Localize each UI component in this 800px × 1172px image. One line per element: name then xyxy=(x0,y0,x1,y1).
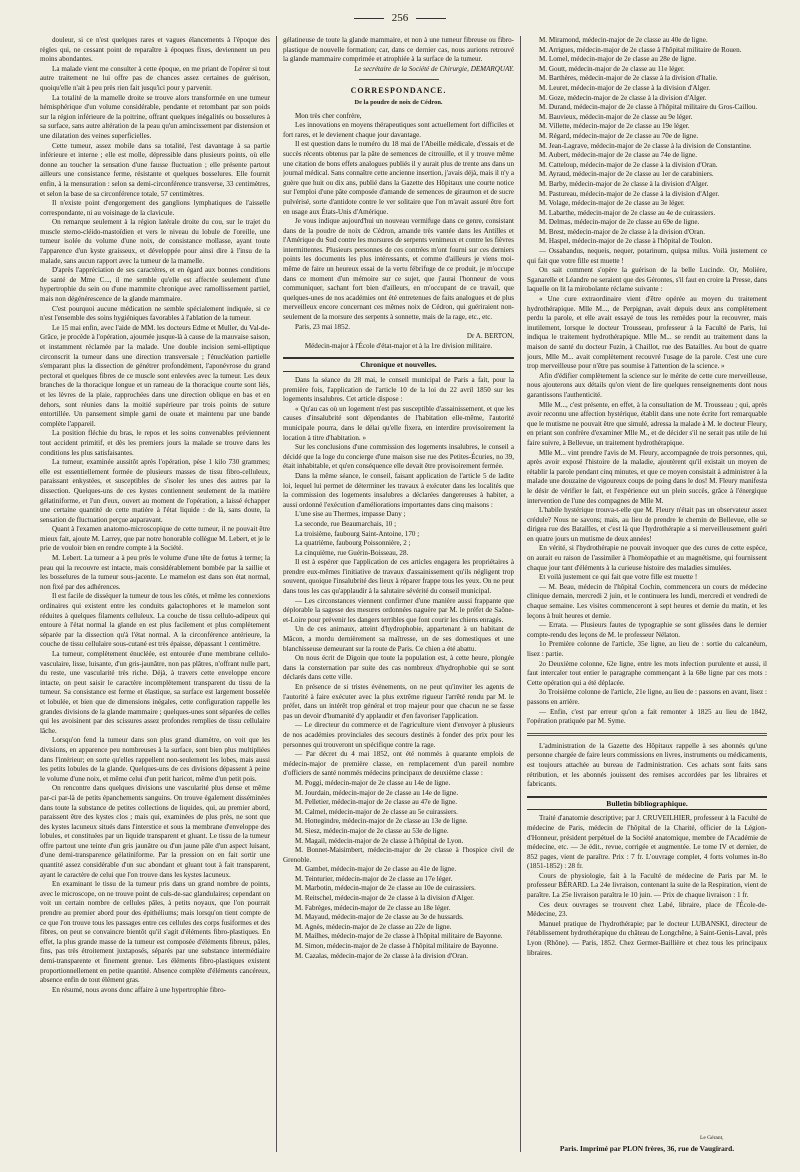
list-item: M. Bauvieux, médecin-major de 2e classe au 9e léger. xyxy=(539,112,693,121)
list-item: M. Villette, médecin-major de 2e classe au 19e léger. xyxy=(539,122,690,131)
paragraph: douleur, si ce n'est quelques rares et vagues élancements à l'époque des règles qui, ne cessant point de reparaître à époques fixes, deviennent un peu moins abondantes. xyxy=(40,36,270,64)
column-2 xyxy=(283,36,514,1152)
paragraph: Les innovations en moyens thérapeutiques sont actuellement fort difficiles et fort rares, et le devienent chaque jour davantage. xyxy=(283,121,514,139)
paragraph: — Par décret du 4 mai 1852, ont été nommés à quarante emplois de médecin-major de première classe, en remplacement d'un pareil nombre d'officiers de santé nommés médecins principaux de deuxième classe : xyxy=(283,750,514,778)
paragraph: Je vous indique aujourd'hui un nouveau vermifuge dans ce genre, consistant dans de la poudre de noix de Cédron, amande très vantée dans les Antilles et l'Amérique du Sud contre les morsures de serpents venimeux et contre les fièvres intermittentes. Plusieurs personnes de ces contrées m'ont fourni sur ces derniers points les documents les plus intéressants, et comme d'ailleurs je viens moi-même de faire un heureux essai de la vertu fébrifuge de ce produit, je m'occupe dans ce moment d'un mémoire sur ce sujet, que j'aurai l'honneur de vous communiquer, sachant fort bien d'ailleurs, en m'occupant de ce travail, que quelques-unes de nos académies ont été entretenues de faits analogues et de plus merveilleux encore concernant ces mêmes noix de Cédron, qui guériraient non-seulement de la morsure des serpents à sonnette, mais de la rage, etc., etc. xyxy=(283,217,514,322)
paragraph: — Les circonstances viennent confirmer d'une manière aussi frappante que déplorable la sagesse des mesures ordonnées naguère par M. le préfet de Saône-et-Loire pour prévenir les dangers terribles que font courir les chiens enragés. xyxy=(283,596,514,624)
paragraph: — Errata. — Plusieurs fautes de typographie se sont glissées dans le dernier compte-rendu des leçons de M. le professeur Nélaton. xyxy=(527,621,767,639)
salutation: Mon très cher confrère, xyxy=(295,111,362,120)
paragraph: D'après l'appréciation de ses caractères, et en égard aux bonnes conditions de santé de Mme C..., il me semble qu'elle est affectée seulement d'une hypertrophie du sein ou d'une mammite chronique avec ramollissement partiel, mais non dégénérescence de la glande mammaire. xyxy=(40,266,270,304)
paragraph: M. Lebert. La tumeur a à peu près le volume d'une tête de fœtus à terme; la peau qui la recouvre est intacte, mais considérablement bombée par la saillie et les bosselures de la tumeur sous-jacente. Le mamelon est dans son état normal, non fixé par des adhérences. xyxy=(40,554,270,591)
list-item: M. Leuret, médecin-major de 2e classe à la division d'Alger. xyxy=(539,83,711,92)
list-item: M. Aubert, médecin-major de 2e classe au 74e de ligne. xyxy=(539,151,697,160)
paragraph: L'habile hystérique trouva-t-elle que M. Fleury n'était pas un observateur assez crédule? Nous ne savons; mais, au lieu de prendre le chemin de Bellevue, elle se dirigea rue des Batailles, et c'est là que l'hydrothérapie a si merveilleusement guéri en quatre jours un mutisme de deux années! xyxy=(527,506,767,543)
paragraph: Il n'existe point d'engorgement des ganglions lymphatiques de l'aisselle correspondante, ni au voisinage de la clavicule. xyxy=(40,199,270,217)
paragraph: M. Agnès, médecin-major de 2e classe au 22e de ligne. xyxy=(295,922,452,931)
paragraph: M. Gambet, médecin-major de 2e classe au 41e de ligne. xyxy=(295,865,457,874)
list-item: M. Haspel, médecin-major de 2e classe à l'hôpital de Toulon. xyxy=(539,237,713,246)
paragraph: C'est pourquoi aucune médication ne semble spécialement indiquée, si ce n'est l'ensemble des soins hygiéniques favorables à l'ablation de la tumeur. xyxy=(40,304,270,323)
author-name: Dr A. BERTON, xyxy=(466,332,514,341)
paragraph: En présence de si tristes événements, on ne peut qu'inviter les agents de l'autorité à faire exécuter avec la plus extrême rigueur l'arrêté rendu par M. le préfet, dans un intérêt trop général et trop majeur pour que chacun ne se fasse pas un devoir d'humanité d'y applaudir et d'en favoriser l'application. xyxy=(283,683,514,720)
list-item: M. Miramond, médecin-major de 2e classe au 40e de ligne. xyxy=(539,36,708,44)
paragraph: Et voilà justement ce qui fait que votre fille est muette ! xyxy=(539,573,698,582)
list-item: M. Barby, médecin-major de 2e classe à la division d'Alger. xyxy=(539,179,709,188)
paragraph: M. Siesz, médecin-major de 2e classe au 53e de ligne. xyxy=(295,826,449,835)
list-item: M. Barthères, médecin-major de 2e classe à la division d'Italie. xyxy=(539,74,718,83)
paragraph: On rencontre dans quelques divisions une vascularité plus dense et même par-ci par-là de petits épanchements sanguins. On trouve également disséminées dans toute la substance de petites collections de liquides, qui, au premier abord, paraissent être des kystes clos ; mais qui, examinées de plus près, ne sont que des kystes lacuneux situés dans l'interstice et sous la membrane d'enveloppe des lobules, et constituées par un liquide transparent et gluant. Le tissu de la tumeur offre partout une teinte d'un gris jaunâtre ou d'un jaune pâle d'un aspect luisant, d'une demi-transparence gélatiniforme. Par la pression on en fait sortir une quantité assez considérable d'un suc abondant et gluant tout à fait transparent, ayant le caractère de celui que l'on trouve dans les kystes lacuneux. xyxy=(40,784,270,879)
paragraph: M. Bonnet-Maisimbert, médecin-major de 2e classe à l'hospice civil de Grenoble. xyxy=(283,846,514,864)
paragraph: M. Magail, médecin-major de 2e classe à l'hôpital de Lyon. xyxy=(295,836,464,845)
paragraph: M. Simon, médecin-major de 2e classe à l'hôpital militaire de Bayonne. xyxy=(295,942,499,951)
paragraph: En examinant le tissu de la tumeur pris dans un grand nombre de points, avec le microscope, on ne trouve point de culs-de-sac glandulaires; cependant on voit un certain nombre de cellules pâles, à petits noyaux, que l'on pourrait prendre au premier abord pour des épithéliums; mais lorsqu'on tient compte de ce que l'on trouve tous les passages entre ces cellules des corps fusiformes et des fibres, on peut se convaincre bientôt qu'il s'agit d'éléments fibro-plastiques. En effet, la plus grande masse de la tumeur est composée d'éléments fibreux, pâles, fins, pas très étroitement juxtaposés, séparés par une substance intermédiaire demi-transparente et finement grenue. Les éléments fibro-plastiques existent proportionnellement en petite quantité. Absence complète d'éléments cancéreux, absence enfin de tout élément gras. xyxy=(40,880,270,985)
section-subheading: De la poudre de noix de Cédron. xyxy=(354,98,443,106)
paragraph: — Enfin, c'est par erreur qu'on a fait remonter à 1825 au lieu de 1842, l'opération pratiquée par M. Syme. xyxy=(527,707,767,726)
paragraph: La tumeur, examinée aussitôt après l'opération, pèse 1 kilo 730 grammes; elle est essentiellement formée de plusieurs masses de tissu fibro-celluleux, paraissant enkystées, et susceptibles de s'isoler les unes des autres par la dissection. Quelques-uns de ces kystes contiennent seulement de la matière gélatiniforme, et l'un d'eux, ouvert au moment de l'opération, a laissé échapper une certaine quantité de cette matière à l'état liquide : de là, sans doute, la sensation de fluctuation perçue auparavant. xyxy=(40,458,270,524)
paragraph: On sait comment s'opère la guérison de la belle Lucinde. Or, Molière, Sganarelle et Léandre ne seraient que des Gérontes, s'il faut en croire la Presse, dans laquelle on lit la mirobolante réclame suivante : xyxy=(527,266,767,294)
section-banner: Chronique et nouvelles. xyxy=(283,357,514,372)
paragraph: Dans la même séance, le conseil, faisant application de l'article 5 de ladite loi, lequel lui permet de déterminer les travaux à exécuter dans les localités que la commission des logements insalubres a déclarées dangereuses à habiter, a aussi ordonné l'exécution d'améliorations importantes dans cinq maisons : xyxy=(283,471,514,509)
paragraph: On nous écrit de Digoin que toute la population est, à cette heure, plongée dans la consternation par suite des cas nombreux d'hydrophobie qui se sont déclarés dans cette ville. xyxy=(283,654,514,682)
list-item: M. Labarthe, médecin-major de 2e classe au 4e de cuirassiers. xyxy=(539,208,716,217)
paragraph: La quatrième, faubourg Poissonnière, 2 ; xyxy=(295,539,411,548)
column-1 xyxy=(40,36,270,1152)
paragraph: La totalité de la mamelle droite se trouve alors transformée en une tumeur hémisphérique d'un volume considérable, pendante et retombant par son poids sur la région inférieure de la poitrine, offrant quelques inégalités ou bosselures à sa surface, sans autre altération de la peau qu'un amincissement par distension et une dilatation des veines superficielles. xyxy=(40,93,270,140)
paragraph: Mlle M..., c'est présente, en effet, à la consultation de M. Trousseau ; qui, après avoir reconnu une affection hystérique, établit dans une note écrite fort remarquable que le mutisme ne pouvait être que simulé, adressa la malade à M. le docteur Fleury, en priant son confrère d'examiner Mlle M., et de décider s'il ne serait pas utile de lui faire suivre, à Bellevue, un traitement hydrothérapique. xyxy=(527,400,767,447)
paragraph: La cinquième, rue Guérin-Boisseau, 28. xyxy=(295,548,409,557)
bibliography-entry: Cours de physiologie, fait à la Faculté de médecine de Paris par M. le professeur BÉRARD. La 24e livraison, contenant la suite de la Respiration, vient de paraître. La 25e livraison paraîtra le 10 juin. — Prix de chaque livraison : 1 fr. xyxy=(527,871,767,900)
list-item: M. Delmas, médecin-major de 2e classe au 69e de ligne. xyxy=(539,218,700,227)
paragraph: Il est facile de disséquer la tumeur de tous les côtés, et même les connexions ordinaires qui existent entre les conduits galactophores et le mamelon sont réduites à quelques filaments celluleux. La couche de tissu cellulo-adipeux qui entoure à l'état normal la glande en est plus facilement et plus complètement séparée par la dissection qu'à l'état normal. A la circonférence antérieure, la couche de tissu cellulaire sous-cutané est très épaisse, dépassant 1 centimètre. xyxy=(40,592,270,649)
list-item: M. Régard, médecin-major de 2e classe au 70e de ligne. xyxy=(539,131,699,140)
list-item: M. Arrigues, médecin-major de 2e classe à l'hôpital militaire de Rouen. xyxy=(539,45,742,54)
printer-line: Paris. Imprimé par PLON frères, 36, rue de Vaugirard. xyxy=(559,1144,735,1153)
bibliography-entry: Manuel pratique de l'hydrothérapie; par le docteur LUBANSKI, directeur de l'établissement hydrothérapique du château de Longchêne, à Saint-Genis-Laval, près Lyon (Rhône). — Paris, 1852. Chez Germer-Baillière et chez tous les principaux libraires. xyxy=(527,919,767,957)
paragraph: M. Marbotin, médecin-major de 2e classe au 10e de cuirassiers. xyxy=(295,884,476,893)
paragraph: Sur les conclusions d'une commission des logements insalubres, le conseil a décidé que la loge du concierge d'une maison sise rue des Petites-Écuries, no 39, était inhabitable, et qu'en conséquence elle devait être provisoirement fermée. xyxy=(283,443,514,471)
paragraph: M. Fabrèges, médecin-major de 2e classe au 18e léger. xyxy=(295,903,451,912)
paragraph: « Qu'au cas où un logement n'est pas susceptible d'assainissement, et que les causes d'insalubrité sont dépendantes de l'habitation elle-même, l'autorité municipale pourra, dans le délai qu'elle fixera, en interdire provisoirement la location à titre d'habitation. » xyxy=(283,404,514,442)
list-item: M. Ayraud, médecin-major de 2e classe au 1er de carabiniers. xyxy=(539,170,714,179)
date-line: Paris, 23 mai 1852. xyxy=(295,322,350,331)
paragraph: Un de ces animaux, atteint d'hydrophobie, appartenant à un habitant de Mâcon, a mordu dernièrement sa maîtresse, un de ses domestiques et une blanchisseuse demeurant sur la route de Paris. Ce chien a été abattu. xyxy=(283,625,514,653)
paragraph: En vérité, si l'hydrothérapie ne pouvait invoquer que des cures de cette espèce, on aurait eu raison de l'assimiler à l'homéopathie et au magnétisme, qui fournissent chaque jour tant d'éléments à la curieuse histoire des maladies simulées. xyxy=(527,544,767,572)
paragraph: Le 15 mai enfin, avec l'aide de MM. les docteurs Edme et Muller, du Val-de-Grâce, je procède à l'opération, ajournée jusque-là à cause de la mauvaise saison, et instamment réclamée par la malade. Une double incision semi-elliptique circonscrit la tumeur dans une direction transversale ; l'énucléation partielle s'emparant plus la dissection de génétrer profondément, l'aponévrose du grand pectoral et quelques fibres de ce muscle sont enlevées avec la tumeur. Les deux branches de la thoracique longue et un rameau de la thoracique courte sont liés, et les lèvres de la plaie, rapprochées dans une direction oblique en bas et en dehors, sont réunies dans la moitié supérieure par trois points de suture entortillée. Un pansement simple garni de ouate et maintenu par une bande complète l'appareil. xyxy=(40,323,270,428)
paragraph: M. Jourdain, médecin-major de 2e classe au 14e de ligne. xyxy=(295,788,459,797)
paragraph: — M. Beau, médecin de l'hôpital Cochin, commencera un cours de médecine clinique demain, mercredi 2 juin, et le continuera les lundi, mercredi et vendredi de chaque semaine. Les visites commenceront à sept heures et demie du matin, et les leçons à huit heures et demie. xyxy=(527,582,767,620)
column-rule xyxy=(276,36,277,1152)
admin-notice: L'administration de la Gazette des Hôpitaux rappelle à ses abonnés qu'une personne chargée de faire leurs commissions en livres, instruments ou médicaments, est toujours attachée au bureau de l'administration. Ces achats sont faits sans rétribution, et les abonnés jouissent des remises accordées par les libraires et fabricants. xyxy=(527,741,767,789)
list-item: M. Catteloup, médecin-major de 2e classe à la division d'Oran. xyxy=(539,160,718,169)
paragraph: Cette tumeur, assez mobile dans sa totalité, l'est davantage à sa partie inférieure et interne ; elle est molle, dépressible dans plusieurs points, où elle donne au toucher la sensation d'une fausse fluctuation ; elle présente partout ailleurs une consistance ferme, résistante et quelques bosselures. Elle fournit enfin, à la mensuration : selon sa demi-circonférence transverse, 33 centimètres, et selon la base de sa circonférence totale, 57 centimètres. xyxy=(40,141,270,198)
paragraph: 1o Première colonne de l'article, 35e ligne, au lieu de : sortie du calcanéum, lisez : partie. xyxy=(527,640,767,658)
paragraph: M. Mayaud, médecin-major de 2e classe au 3e de hussards. xyxy=(295,913,464,922)
paragraph: M. Poggi, médecin-major de 2e classe au 14e de ligne. xyxy=(295,778,451,787)
chronicle-body xyxy=(283,376,514,961)
signature: Le secrétaire de la Société de Chirurgie, DEMARQUAY. xyxy=(354,64,514,73)
separator xyxy=(359,79,439,80)
paragraph: La position fléchie du bras, le repos et les soins convenables préviennent tout accident primitif, et dès les premiers jours la malade se trouve dans les conditions les plus satisfaisantes. xyxy=(40,429,270,457)
paragraph: L'une sise au Thermes, impasse Dany ; xyxy=(295,510,406,519)
bibliography-entry: Traité d'anatomie descriptive; par J. CRUVEILHIER, professeur à la Faculté de médecine de Paris, médecin de l'hôpital de la Charité, officier de la Légion-d'Honneur, président perpétuel de la Société anatomique, membre de l'Académie de médecine, etc. — 3e édit., revue, corrigée et augmentée. Le tome IV et dernier, de 852 pages, vient de paraître. Prix : 7 fr. L'ouvrage complet, 4 forts volumes in-8o (1851-1852) : 28 fr. xyxy=(527,814,767,871)
paragraph: Mlle M... vint prendre l'avis de M. Fleury, accompagnée de trois personnes, qui, après avoir exposé l'histoire de la maladie, ajoutèrent qu'il existait un moyen de rétablir la parole pendant cinq minutes, et que ce moyen consistait à administrer à la malade une douzaine de vigoureux coups de poing dans le dos! M. Fleury manifesta le désir de vérifier le fait, et l'expérience eut un plein succès, grâce à l'énergique intervention de l'une des compagnes de Mlle M. xyxy=(527,448,767,505)
list-item: M. Jean-Lagrave, médecin-major de 2e classe à la division de Constantine. xyxy=(539,141,752,150)
list-item: M. Goze, médecin-major de 2e classe à la division d'Alger. xyxy=(539,93,707,102)
column-3 xyxy=(527,36,767,1152)
author-title: Médecin-major à l'École d'état-major et à la 1re division militaire. xyxy=(304,341,493,350)
paragraph: La troisième, faubourg Saint-Antoine, 170 ; xyxy=(295,529,420,538)
column-rule xyxy=(520,36,521,1152)
paragraph: M. Mailhes, médecin-major de 2e classe à l'hôpital militaire de Bayonne. xyxy=(295,932,503,941)
paragraph: — Le directeur du commerce et de l'agriculture vient d'envoyer à plusieurs de nos académies provinciales des secours destinés à fonder des prix pour les personnes qui trouveront un spécifique contre la rage. xyxy=(283,721,514,749)
paragraph: « Une cure extraordinaire vient d'être opérée au moyen du traitement hydrothérapique. Mlle M..., de Perpignan, avait depuis deux ans complètement perdu la parole, et elle avait essayé de tous les remèdes pour la recouvrer, mais inutilement, lorsque le docteur Trousseau, professeur à la Faculté de Paris, lui indiqua le traitement hydrothérapique. Mlle M... se rendit au traitement dans la maison de santé du docteur Fuzin, à Chaillot, rue des Batailles. Au bout de quatre jours, Mlle M... avait complètement recouvré l'usage de la parole. C'est une cure trop merveilleuse pour n'être pas soumise à l'attention de la science. » xyxy=(527,295,767,371)
chronicle-continued xyxy=(527,247,767,727)
paragraph: La malade vient me consulter à cette époque, en me priant de l'opérer si tout autre traitement ne lui offre pas de chances assez certaines de guérison, quoiqu'elle n'ait à peu près rien fait jusqu'ici pour y parvenir. xyxy=(40,64,270,92)
bibliography-list xyxy=(527,814,767,958)
bibliography-entry: Ces deux ouvrages se trouvent chez Labé, libraire, place de l'École-de-Médecine, 23. xyxy=(527,900,767,919)
paragraph: Lorsqu'on fend la tumeur dans son plus grand diamètre, on voit que les divisions, en apparence peu nombreuses à la surface, sont bien plus multipliées dans l'intérieur; en sorte qu'elles rappellent non-seulement les lobes, mais aussi les petits lobules de la glande. Quelques-uns de ces divisions dépassent à peine le volume d'une noix, et même celui d'un petit haricot, même d'un petit pois. xyxy=(40,736,270,783)
continued-paragraph: gélatineuse de toute la glande mammaire, et non à une tumeur fibreuse ou fibro-plastique de nouvelle formation; car, dans ce dernier cas, nous aurions retrouvé la glande mammaire comprimée et atrophiée à la surface de la tumeur. xyxy=(283,36,514,64)
paragraph: M. Reitschel, médecin-major de 2e classe à la division d'Alger. xyxy=(295,894,474,903)
paragraph: On remarque seulement à la région latérale droite du cou, sur le trajet du muscle sterno-cléido-mastoïdien et vers le niveau du lobule de l'oreille, une tumeur isolée du volume d'une noix, de consistance mollasse, ayant toute l'apparence d'un kyste graisseux, et développée pour ainsi dire à l'insu de la malade, sans aucun rapport avec la tumeur de la mamelle. xyxy=(40,218,270,265)
list-item: M. Volage, médecin-major de 2e classe au 3e léger. xyxy=(539,199,685,208)
list-item: M. Brest, médecin-major de 2e classe à la division d'Oran. xyxy=(539,227,705,236)
paragraph: Afin d'édifier complètement la science sur le mérite de cette cure merveilleuse, nous ajouterons aux détails qu'on vient de lire quelques renseignements dont nous garantissons l'authenticité. xyxy=(527,371,767,399)
paragraph: Il est à espérer que l'application de ces articles engagera les propriétaires à prendre eux-mêmes l'initiative de travaux d'assainissement qu'ils négligent trop souvent, quoique l'insalubrité des lieux à réparer frappe tous les yeux. On ne peut dans tous les cas qu'applaudir à la salutaire sévérité du conseil municipal. xyxy=(283,558,514,596)
list-item: M. Lomel, médecin-major de 2e classe au 28e de ligne. xyxy=(539,55,697,64)
separator xyxy=(527,733,767,736)
paragraph: Il est question dans le numéro du 18 mai de l'Abeille médicale, d'essais et de succès récents obtenus par la pâte de semences de citrouille, et il y trouve même une citation de bons effets analogues publiés il y aurait plus de trente ans dans un journal médical. Sans connaître cette ancienne insertion, j'avais déjà, mais il n'y a guère que huit ou dix ans, publié dans la Gazette des Hôpitaux une courte notice sur l'emploi d'une pâte composée d'amande de semences de giraumon et de sucre pulvérisé, sorte d'antidote contre le ver solitaire que l'on m'avait assuré être fort en usage aux États-Unis d'Amérique. xyxy=(283,140,514,216)
paragraph: 2o Deuxième colonne, 62e ligne, entre les mots infection purulente et aussi, il faut intercaler tout entier le paragraphe commençant à la 68e ligne par ces mots : Cette opération qui a été déplacée. xyxy=(527,659,767,687)
section-banner: Bulletin bibliographique. xyxy=(527,796,767,811)
paragraph: — Ossabandus, nequeis, nequer, potarinum, quipsa milus. Voilà justement ce qui fait que votre fille est muette ! xyxy=(527,247,767,265)
paragraph: En résumé, nous avons donc affaire à une hypertrophie fibro- xyxy=(52,985,227,994)
list-item: M. Goutt, médecin-major de 2e classe au 11e léger. xyxy=(539,64,685,73)
section-heading: CORRESPONDANCE. xyxy=(350,86,447,96)
list-item: M. Pastureau, médecin-major de 2e classe à la division d'Alger. xyxy=(539,189,720,198)
paragraph: M. Calmel, médecin-major de 2e classe au 5e cuirassiers. xyxy=(295,807,458,816)
list-item: M. Durand, médecin-major de 2e classe à l'hôpital militaire du Gros-Caillou. xyxy=(539,103,758,112)
correspondence-body xyxy=(283,121,514,322)
appointments-list xyxy=(527,36,767,247)
gerant-label: Le Gérant, xyxy=(700,1135,724,1141)
paragraph: Quant à l'examen anatomo-microscopique de cette tumeur, il ne pouvait être mieux fait, ajoute M. Larrey, que par notre honorable collègue M. Lebert, et je le prie de vouloir bien en rendre compte à la Société. xyxy=(40,525,270,553)
paragraph: La seconde, rue Beaumarchais, 10 ; xyxy=(295,519,397,528)
paragraph: M. Cazalas, médecin-major de 2e classe à la division d'Oran. xyxy=(295,951,469,960)
paragraph: M. Teinturier, médecin-major de 2e classe au 17e léger. xyxy=(295,874,453,883)
page-number: 256 xyxy=(0,14,800,24)
paragraph: La tumeur, complètement énucléée, est entourée d'une membrane cellulo-vasculaire, lisse, luisante, d'un gris-jaunâtre, non pas plâtres, n'offrant nulle part, du reste, une vascularité très riche. Déjà, à travers cette enveloppe encore intacte, on peut saisir le caractère incomplètement transparent du tissu de la tumeur. Sa consistance est ferme et élastique, sa surface est largement bosselée et lobulée, et bien que de dimensions inégales, cette configuration rappelle les grandes divisions de la glande mammaire ; quelques-unes sont séparées de celles qui les avoisinent par des scissures assez profondes remplies de tissu cellulaire lâche. xyxy=(40,650,270,735)
paragraph: 3o Troisième colonne de l'article, 21e ligne, au lieu de : passons en avant, lisez : passons en arrière. xyxy=(527,688,767,706)
paragraph: M. Pelletier, médecin-major de 2e classe au 47e de ligne. xyxy=(295,798,458,807)
paragraph: Dans la séance du 28 mai, le conseil municipal de Paris a fait, pour la première fois, l'application de l'article 10 de la loi du 22 avril 1850 sur les logements insalubres. Cet article dispose : xyxy=(283,376,514,404)
paragraph: M. Hottegindre, médecin-major de 2e classe au 13e de ligne. xyxy=(295,817,468,826)
